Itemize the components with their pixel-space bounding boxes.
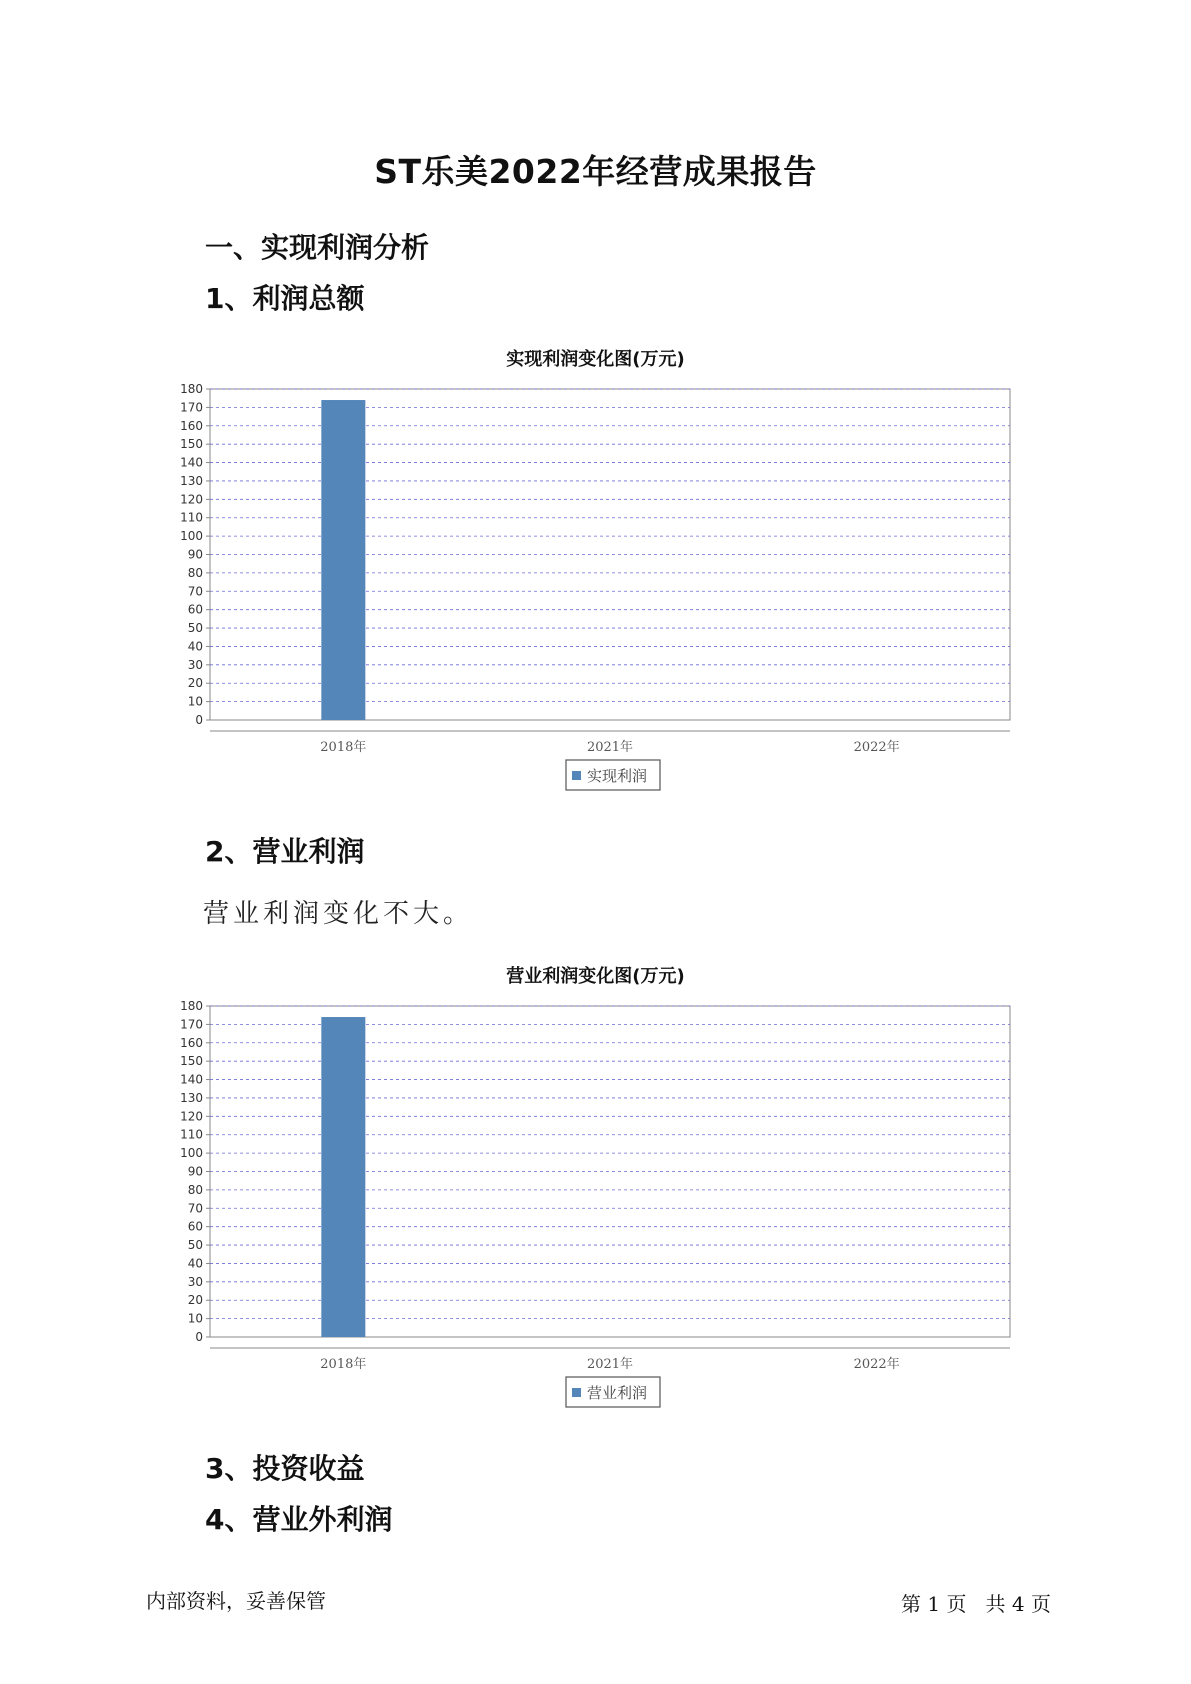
y-tick-label: 130 [180,1090,203,1105]
legend-label: 实现利润 [587,767,648,785]
y-tick-label: 60 [187,602,203,617]
y-tick-label: 10 [187,694,203,709]
y-tick-label: 150 [180,1054,203,1069]
y-tick-label: 30 [187,1274,203,1289]
operating-profit-chart [160,992,1020,1412]
y-tick-label: 110 [180,510,203,525]
legend-swatch [572,771,581,780]
y-tick-label: 40 [187,1256,203,1271]
y-tick-label: 130 [180,473,203,488]
x-tick-label: 2021年 [586,740,634,755]
footer-page-number: 第 1 页 共 4 页 [901,1592,1051,1616]
y-tick-label: 180 [180,999,203,1013]
y-tick-label: 170 [180,400,203,415]
y-tick-label: 30 [187,657,203,672]
y-tick-label: 100 [180,1146,203,1161]
x-tick-label: 2018年 [320,740,367,755]
y-tick-label: 140 [180,1072,203,1087]
y-tick-label: 70 [187,584,203,599]
y-tick-label: 50 [187,1238,203,1253]
x-tick-label: 2022年 [853,740,900,755]
y-tick-label: 100 [180,529,203,544]
bar [321,1017,365,1337]
subsection-operating-profit: 2、营业利润 [205,835,365,868]
operating-profit-note: 营业利润变化不大。 [203,899,474,929]
footer-confidential-note: 内部资料，妥善保管 [146,1589,326,1613]
y-tick-label: 160 [180,1035,203,1050]
legend-label: 营业利润 [587,1384,648,1402]
section-heading-profit-analysis: 一、实现利润分析 [205,231,430,264]
y-tick-label: 60 [187,1219,203,1234]
y-tick-label: 90 [187,547,203,562]
x-tick-label: 2022年 [853,1357,900,1372]
chart-title-realized-profit: 实现利润变化图(万元) [506,349,685,370]
y-tick-label: 10 [187,1311,203,1326]
subsection-investment-income: 3、投资收益 [205,1452,365,1485]
y-tick-label: 160 [180,418,203,433]
y-tick-label: 0 [195,713,203,727]
y-tick-label: 20 [187,1293,203,1308]
y-tick-label: 180 [180,382,203,396]
y-tick-label: 0 [195,1330,203,1344]
y-tick-label: 40 [187,639,203,654]
subsection-non-operating-profit: 4、营业外利润 [205,1503,393,1536]
y-tick-label: 110 [180,1127,203,1142]
y-tick-label: 80 [187,565,203,580]
y-tick-label: 80 [187,1182,203,1197]
y-tick-label: 120 [180,492,203,507]
legend-swatch [572,1388,581,1397]
page-title: ST乐美2022年经营成果报告 [374,152,817,191]
y-tick-label: 50 [187,621,203,636]
x-tick-label: 2018年 [320,1357,367,1372]
chart-title-operating-profit: 营业利润变化图(万元) [506,966,685,987]
subsection-total-profit: 1、利润总额 [205,282,365,315]
y-tick-label: 140 [180,455,203,470]
bar [321,400,365,720]
y-tick-label: 90 [187,1164,203,1179]
y-tick-label: 150 [180,437,203,452]
realized-profit-chart [160,375,1020,795]
y-tick-label: 120 [180,1109,203,1124]
y-tick-label: 170 [180,1017,203,1032]
y-tick-label: 20 [187,676,203,691]
y-tick-label: 70 [187,1201,203,1216]
x-tick-label: 2021年 [586,1357,634,1372]
